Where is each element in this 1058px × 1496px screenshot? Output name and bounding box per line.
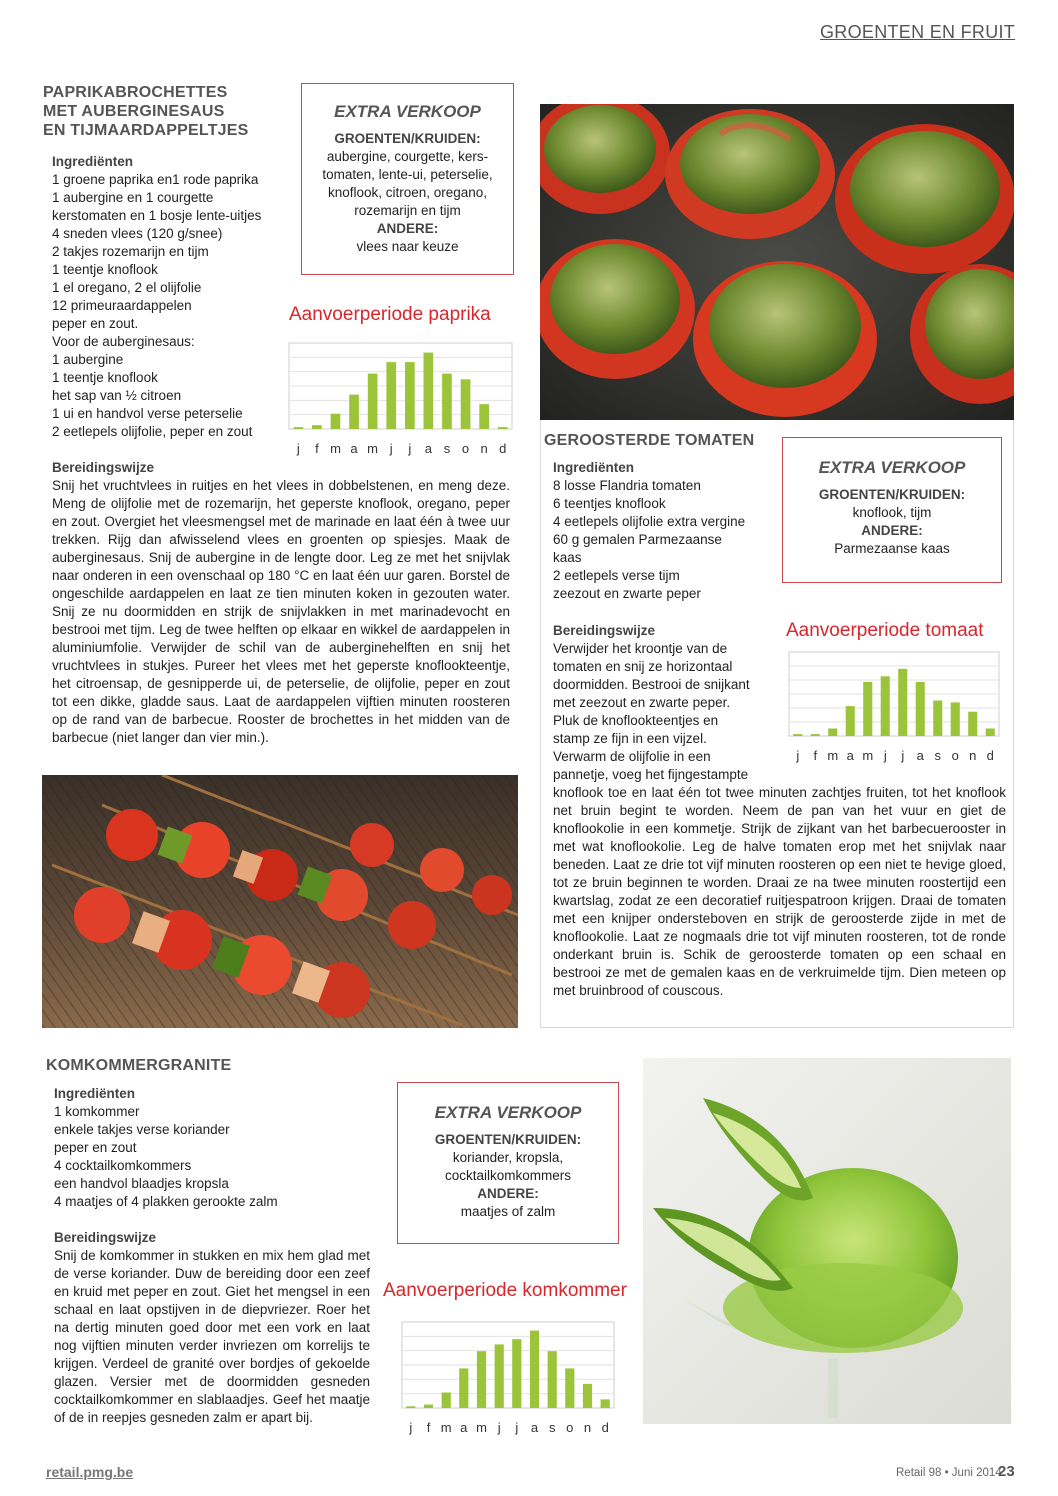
recipe3-title: KOMKOMMERGRANITE xyxy=(46,1057,232,1074)
extra-sales-line: knoflook, tijm xyxy=(852,505,932,520)
chart-tick-label: m xyxy=(476,1420,487,1435)
recipe1-title-line: PAPRIKABROCHETTES xyxy=(43,84,228,101)
chart-tick-label: a xyxy=(460,1420,468,1435)
chart-tick-label: a xyxy=(350,441,358,456)
list-item: peper en zout. xyxy=(52,316,139,331)
chart-bar xyxy=(548,1351,557,1408)
chart-bar xyxy=(424,353,434,429)
chart-bar xyxy=(459,1368,468,1408)
recipe3-ingredients-label: Ingrediënten xyxy=(54,1086,136,1101)
extra-sales-line: aubergine, courgette, kers- xyxy=(326,149,489,164)
chart-tick-label: d xyxy=(986,748,994,763)
chart-tick-label: o xyxy=(951,748,959,763)
list-item: 2 takjes rozemarijn en tijm xyxy=(52,244,209,259)
chart-bar xyxy=(846,706,855,736)
extra-sales-line: knoflook, citroen, oregano, xyxy=(327,185,488,200)
chart-tick-label: n xyxy=(969,748,977,763)
recipe2-extra-sales-box xyxy=(782,437,1002,583)
chart-bar xyxy=(442,374,452,429)
chart-tick-label: o xyxy=(566,1420,574,1435)
recipe1-extra-sales-box xyxy=(301,83,514,275)
chart-bar xyxy=(881,676,890,736)
list-item: 1 teentje knoflook xyxy=(52,262,158,277)
extra-sales-heading: EXTRA VERKOOP xyxy=(434,1103,582,1122)
chart-tick-label: a xyxy=(846,748,854,763)
chart-bar xyxy=(530,1331,539,1408)
chart-tick-label: n xyxy=(583,1420,592,1435)
extra-sales-label: ANDERE: xyxy=(861,523,923,538)
chart-tick-label: d xyxy=(601,1420,609,1435)
granite-photo xyxy=(643,1058,1011,1424)
extra-sales-label: ANDERE: xyxy=(376,221,439,236)
extra-sales-heading: EXTRA VERKOOP xyxy=(334,102,481,121)
chart-title-komkommer: Aanvoerperiode komkommer xyxy=(383,1280,627,1301)
chart-bar xyxy=(495,1344,504,1408)
tomatoes-photo xyxy=(540,104,1014,420)
recipe1-title-line: MET AUBERGINESAUS xyxy=(43,103,225,120)
list-item: 1 el oregano, 2 el olijfolie xyxy=(52,280,202,295)
recipe2-title: GEROOSTERDE TOMATEN xyxy=(544,432,755,449)
chart-tick-label: a xyxy=(424,441,433,456)
chart-tick-label: j xyxy=(409,1420,413,1435)
extra-sales-label: GROENTEN/KRUIDEN: xyxy=(434,1132,582,1147)
chart-bar xyxy=(916,682,925,736)
list-item: 1 ui en handvol verse peterselie xyxy=(52,406,243,421)
chart-tick-label: f xyxy=(315,441,319,456)
chart-bar xyxy=(968,712,977,736)
list-item: peper en zout xyxy=(54,1140,137,1155)
extra-sales-line: maatjes of zalm xyxy=(460,1204,556,1219)
extra-sales-line: cocktailkomkommers xyxy=(444,1168,572,1183)
chart-bar xyxy=(986,729,995,737)
recipe3-method-label: Bereidingswijze xyxy=(54,1230,157,1245)
chart-tick-label: a xyxy=(916,748,924,763)
recipe1-title-line: EN TIJMAARDAPPELTJES xyxy=(43,122,249,139)
chart-bar xyxy=(583,1384,592,1408)
list-item: het sap van ½ citroen xyxy=(52,388,182,403)
extra-sales-line: Parmezaanse kaas xyxy=(834,541,950,556)
granite-image xyxy=(643,1058,1011,1424)
extra-sales-line: rozemarijn en tijm xyxy=(354,203,461,218)
list-item: kaas xyxy=(553,550,582,565)
skewers-image xyxy=(42,775,518,1028)
chart-bar xyxy=(951,702,960,736)
chart-tick-label: m xyxy=(367,441,379,456)
list-item: 8 losse Flandria tomaten xyxy=(553,478,701,493)
chart-title-paprika: Aanvoerperiode paprika xyxy=(289,304,491,325)
extra-sales-label: GROENTEN/KRUIDEN: xyxy=(818,487,966,502)
recipe1-ingredients-label: Ingrediënten xyxy=(52,154,134,169)
list-item: een handvol blaadjes kropsla xyxy=(54,1176,229,1191)
method-line: pannetje, voeg het fijngestampte xyxy=(553,767,749,782)
recipe1-ingredients-list xyxy=(52,171,261,441)
list-item: Voor de auberginesaus: xyxy=(52,334,195,349)
recipe3-ingredients-list xyxy=(54,1103,278,1211)
tomatoes-image xyxy=(540,104,1014,420)
chart-tick-label: f xyxy=(426,1420,431,1435)
footer-page-number: 23 xyxy=(998,1463,1015,1480)
recipe3-extra-sales-box xyxy=(397,1082,619,1244)
list-item: 1 aubergine en 1 courgette xyxy=(52,190,214,205)
chart-bar xyxy=(601,1399,610,1408)
footer-issue: Retail 98 • Juni 2014 xyxy=(896,1467,1002,1479)
list-item: 2 eetlepels olijfolie, peper en zout xyxy=(52,424,253,439)
chart-bar xyxy=(933,701,942,737)
recipe1-method-text: Snij het vruchtvlees in ruitjes en het vlees in dobbelstenen, en meng deze. Meng de olijfolie met de rozemarijn, het geperste knoflook, oregano, peper en zout. Overgiet het vleesmengsel met de marinade en laat één à twee uur trekken. Rijg dan afwisselend vlees en groenten op spiesjes. Maak de auberginesaus. Snij de aubergine in de lengte door. Leg ze met het snijvlak naar onderen in een ovenschaal op 180 °C en laat één uur garen. Borstel de ongeschilde aardappelen en laat ze tien minuten koken in gezouten water. Snij ze nu doormidden en strijk de snijvlakken in met marinadevocht en bestrooi met tijm. Leg de twee helften op elkaar en wikkel de aardappelen in aluminiumfolie. Verwijder de schil van de auberginehelften en snij het vruchtvlees in stukjes. Pureer het vlees met het geperste knoflookteentje, het citroensap, de gesnipperde ui, de peterselie, de olijfolie, peper en zout tot een dikke, gladde saus. Laat de aardappelen vijftien minuten roosteren op de rand van de barbecue. Rooster de brochettes in het midden van de barbecue (niet langer dan vier min.). xyxy=(52,478,510,745)
chart-bar xyxy=(386,362,396,429)
recipe2-method-narrow xyxy=(553,640,750,784)
method-line: tomaten en snij ze horizontaal xyxy=(553,659,733,674)
chart-tick-label: s xyxy=(443,441,451,456)
chart-tick-label: s xyxy=(548,1420,556,1435)
chart-bar xyxy=(368,374,378,429)
recipe3-method-text: Snij de komkommer in stukken en mix hem glad met de verse koriander. Duw de bereiding door een zeef en kruid met peper en zout. Giet het mengsel in een schaal en laat opstijven in de diepvriezer. Roer het na dertig minuten goed door met een vork en laat nog vijftien minuten verder invriezen om korrelijs te krijgen. Verdeel de granité over bordjes of gekoelde glazen. Versier met de doormidden gesneden cocktailkomkommer en slablaadjes. Geef het maatje of de in reepjes gesneden zalm er apart bij. xyxy=(54,1248,370,1425)
list-item: zeezout en zwarte peper xyxy=(553,586,701,601)
chart-paprika xyxy=(288,342,513,462)
recipe2-ingredients-label: Ingrediënten xyxy=(553,460,635,475)
extra-sales-line: tomaten, lente-ui, peterselie, xyxy=(322,167,493,182)
list-item: 1 komkommer xyxy=(54,1104,140,1119)
method-line: Pluk de knoflookteentjes en xyxy=(553,713,719,728)
chart-bar xyxy=(442,1393,451,1409)
chart-bar xyxy=(863,682,872,736)
list-item: 4 eetlepels olijfolie extra vergine xyxy=(553,514,746,529)
chart-tick-label: o xyxy=(461,441,470,456)
chart-bar xyxy=(828,729,837,737)
list-item: 4 sneden vlees (120 g/snee) xyxy=(52,226,223,241)
method-line: Verwarm de olijfolie in een xyxy=(553,749,711,764)
chart-bar xyxy=(811,734,820,736)
chart-bar xyxy=(793,734,802,736)
list-item: 4 cocktailkomkommers xyxy=(54,1158,192,1173)
chart-tick-label: j xyxy=(408,441,412,456)
method-line: met zeezout en zwarte peper. xyxy=(553,695,731,710)
chart-tick-label: d xyxy=(499,441,507,456)
list-item: 1 groene paprika en1 rode paprika xyxy=(52,172,259,187)
chart-bar xyxy=(898,669,907,736)
list-item: 6 teentjes knoflook xyxy=(553,496,666,511)
extra-sales-line: vlees naar keuze xyxy=(356,239,459,254)
method-line: Verwijder het kroontje van de xyxy=(553,641,728,656)
chart-svg xyxy=(288,342,513,462)
list-item: 1 teentje knoflook xyxy=(52,370,158,385)
footer-website-link[interactable]: retail.pmg.be xyxy=(46,1464,134,1480)
chart-bar xyxy=(312,425,322,429)
recipe2-method-text: knoflook toe en laat één tot twee minuten zachtjes fruiten, tot het knoflook net bruin begint te worden. Neem de pan van het vuur en giet de knoflookolie in een kommetje. Strijk de zijkant van het barbecuerooster in met wat knoflookolie. Leg de halve tomaten erop met het snijvlak naar beneden. Laat ze drie tot vijf minuten roosteren op een niet te hevige gloed, tot ze bruin beginnen te worden. Draai ze na twee minuten roostertijd een kwartslag, zodat ze een decoratief ruitjespatroon krijgen. Draai de tomaten met een knijper ondersteboven en strijk de geroosterde zijde in met de knoflookolie. Laat ze nogmaals drie tot vijf minuten roosteren, tot de ronde onderkant bruin is. Schik de geroosterde tomaten op een schaal en bestrooi ze met de gemalen kaas en de verkruimelde tijm. Dien meteen op met bruinbrood of couscous. xyxy=(553,785,1006,998)
list-item: 2 eetlepels verse tijm xyxy=(553,568,680,583)
recipe1-method-label: Bereidingswijze xyxy=(52,460,155,475)
chart-bar xyxy=(498,427,508,429)
section-heading: GROENTEN EN FRUIT xyxy=(820,22,1016,42)
chart-tick-label: m xyxy=(862,748,874,763)
chart-bar xyxy=(349,395,359,429)
skewers-photo xyxy=(42,775,518,1028)
chart-tick-label: j xyxy=(515,1420,519,1435)
list-item: 4 maatjes of 4 plakken gerookte zalm xyxy=(54,1194,278,1209)
chart-tick-label: j xyxy=(883,748,887,763)
extra-sales-label: GROENTEN/KRUIDEN: xyxy=(334,131,481,146)
list-item: 60 g gemalen Parmezaanse xyxy=(553,532,722,547)
list-item: kerstomaten en 1 bosje lente-uitjes xyxy=(52,208,262,223)
recipe2-ingredients-list xyxy=(553,477,745,603)
list-item: 1 aubergine xyxy=(52,352,124,367)
chart-bar xyxy=(294,427,304,429)
chart-title-tomaat: Aanvoerperiode tomaat xyxy=(786,620,984,641)
chart-bar xyxy=(479,404,489,429)
method-line: doormidden. Bestrooi de snijkant xyxy=(553,677,750,692)
chart-tick-label: m xyxy=(330,441,341,456)
chart-komkommer xyxy=(401,1321,615,1441)
chart-tick-label: j xyxy=(497,1420,501,1435)
extra-sales-heading: EXTRA VERKOOP xyxy=(818,458,966,477)
chart-tick-label: m xyxy=(827,748,839,763)
chart-tick-label: a xyxy=(530,1420,539,1435)
list-item: enkele takjes verse koriander xyxy=(54,1122,230,1137)
chart-tick-label: j xyxy=(796,748,800,763)
chart-bar xyxy=(331,414,341,429)
chart-tick-label: n xyxy=(480,441,488,456)
recipe2-method-label: Bereidingswijze xyxy=(553,623,656,638)
list-item: 12 primeuraardappelen xyxy=(52,298,192,313)
chart-tick-label: f xyxy=(813,748,818,763)
chart-tick-label: j xyxy=(389,441,393,456)
chart-bar xyxy=(461,379,471,429)
extra-sales-label: ANDERE: xyxy=(477,1186,539,1201)
chart-tick-label: j xyxy=(296,441,300,456)
chart-svg xyxy=(788,651,1000,769)
chart-tick-label: j xyxy=(901,748,905,763)
chart-svg xyxy=(401,1321,615,1441)
chart-tomaat xyxy=(788,651,1000,769)
chart-bar xyxy=(424,1405,433,1408)
recipe1-title xyxy=(43,83,249,140)
chart-bar xyxy=(512,1339,521,1408)
chart-bar xyxy=(477,1351,486,1408)
chart-tick-label: s xyxy=(934,748,942,763)
chart-bar xyxy=(405,362,415,429)
method-line: stamp ze fijn in een vijzel. xyxy=(553,731,707,746)
chart-bar xyxy=(406,1406,415,1408)
chart-tick-label: m xyxy=(440,1420,452,1435)
chart-bar xyxy=(565,1368,574,1408)
extra-sales-line: koriander, kropsla, xyxy=(452,1150,564,1165)
